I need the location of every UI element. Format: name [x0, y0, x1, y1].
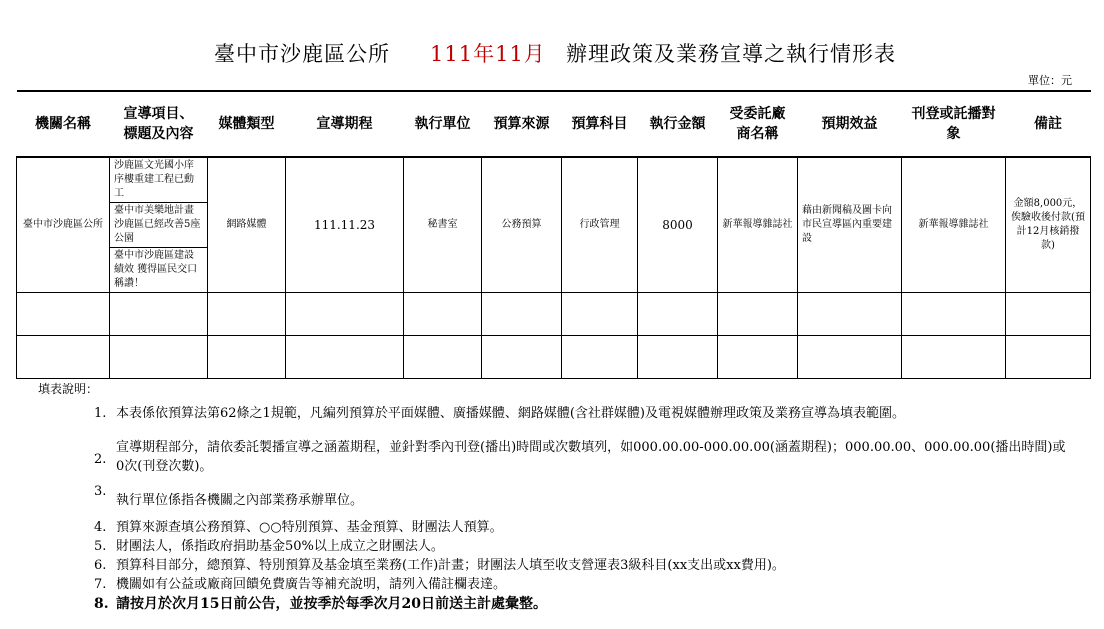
header-amount: 執行金額 [638, 91, 718, 157]
note-6 [94, 556, 785, 575]
header-remark: 備註 [1006, 91, 1091, 157]
cell-remark-text: 金額8,000元，俟驗收後付款(預計12月核銷撥款) [1011, 198, 1085, 251]
item-3: 臺中市沙鹿區建設績效 獲得區民交口稱讚！ [114, 250, 198, 289]
report-table [16, 90, 1091, 379]
cell-amount: 8000 [638, 157, 718, 293]
table-row-empty [17, 293, 1091, 336]
note-7 [94, 575, 506, 594]
note-4 [94, 518, 503, 537]
note-number: 2. [94, 452, 107, 467]
header-agency: 機關名稱 [17, 91, 110, 157]
header-unit: 執行單位 [404, 91, 482, 157]
cell-vendor [718, 157, 798, 293]
header-period: 宣導期程 [286, 91, 404, 157]
note-text: 請按月於次月15日前公告，並按季於每季次月20日前送主計處彙整。 [116, 596, 547, 612]
note-text: 預算來源查填公務預算、○○特別預算、基金預算、財團法人預算。 [116, 520, 503, 535]
cell-items [110, 157, 208, 293]
note-8 [94, 595, 547, 614]
cell-remark [1006, 157, 1091, 293]
header-item [110, 91, 208, 157]
notes-title: 填表說明： [38, 382, 99, 396]
header-target [902, 91, 1006, 157]
unit-label: 單位：元 [1028, 74, 1072, 87]
header-vendor [718, 91, 798, 157]
item-2: 臺中市美樂地計畫 沙鹿區已經改善5座公園 [110, 203, 207, 248]
table-header-row [17, 91, 1091, 157]
note-3 [94, 482, 363, 510]
note-text: 執行單位係指各機關之內部業務承辦單位。 [116, 493, 364, 508]
table-row [17, 157, 1091, 293]
note-number: 4. [94, 520, 107, 535]
header-budget-subject: 預算科目 [562, 91, 638, 157]
note-number: 3. [94, 484, 107, 499]
cell-budget-source: 公務預算 [482, 157, 562, 293]
cell-vendor-text: 新華報導雜誌社 [722, 219, 793, 230]
header-vendor-label: 受委託廠商名稱 [729, 106, 786, 142]
note-text: 財團法人，係指政府捐助基金50%以上成立之財團法人。 [116, 539, 444, 554]
title-agency: 臺中市沙鹿區公所 [214, 42, 390, 66]
cell-media: 網路媒體 [208, 157, 286, 293]
note-1 [94, 404, 905, 423]
header-media: 媒體類型 [208, 91, 286, 157]
item-1: 沙鹿區文光國小庠序樓重建工程已動工 [110, 158, 207, 203]
header-budget-source: 預算來源 [482, 91, 562, 157]
cell-benefit: 藉由新聞稿及圖卡向市民宣導區內重要建設 [798, 157, 902, 293]
note-number: 7. [94, 577, 107, 592]
header-benefit: 預期效益 [798, 91, 902, 157]
note-text: 本表係依預算法第62條之1規範，凡編列預算於平面媒體、廣播媒體、網路媒體(含社群媒體)及電視媒體辦理政策及業務宣導為填表範圍。 [116, 406, 905, 421]
note-2 [94, 438, 1069, 476]
title-month: 111年11月 [430, 42, 546, 66]
note-number: 1. [94, 406, 107, 421]
cell-agency-text: 臺中市沙鹿區公所 [23, 219, 103, 230]
header-item-label: 宣導項目、標題及內容 [123, 106, 194, 142]
cell-target: 新華報導雜誌社 [902, 157, 1006, 293]
title-name: 辦理政策及業務宣導之執行情形表 [566, 42, 896, 66]
table-row-empty [17, 336, 1091, 379]
note-number: 5. [94, 539, 107, 554]
note-text: 預算科目部分，總預算、特別預算及基金填至業務(工作)計畫；財團法人填至收支營運表3級科目(xx支出或xx費用)。 [116, 558, 785, 573]
note-number: 8. [94, 596, 109, 612]
note-5 [94, 537, 444, 556]
note-text: 宣導期程部分，請依委託製播宣導之涵蓋期程，並針對季內刊登(播出)時間或次數填列，如000.00.00-000.00.00(涵蓋期程)；000.00.00、000.00.00(播出時間)或0次(刊登次數)。 [116, 440, 1066, 474]
cell-agency [17, 157, 110, 293]
cell-unit: 秘書室 [404, 157, 482, 293]
cell-period: 111.11.23 [286, 157, 404, 293]
note-number: 6. [94, 558, 107, 573]
header-target-label: 刊登或託播對象 [911, 106, 996, 142]
cell-budget-subject: 行政管理 [562, 157, 638, 293]
note-text: 機關如有公益或廠商回饋免費廣告等補充說明，請列入備註欄表達。 [116, 577, 507, 592]
